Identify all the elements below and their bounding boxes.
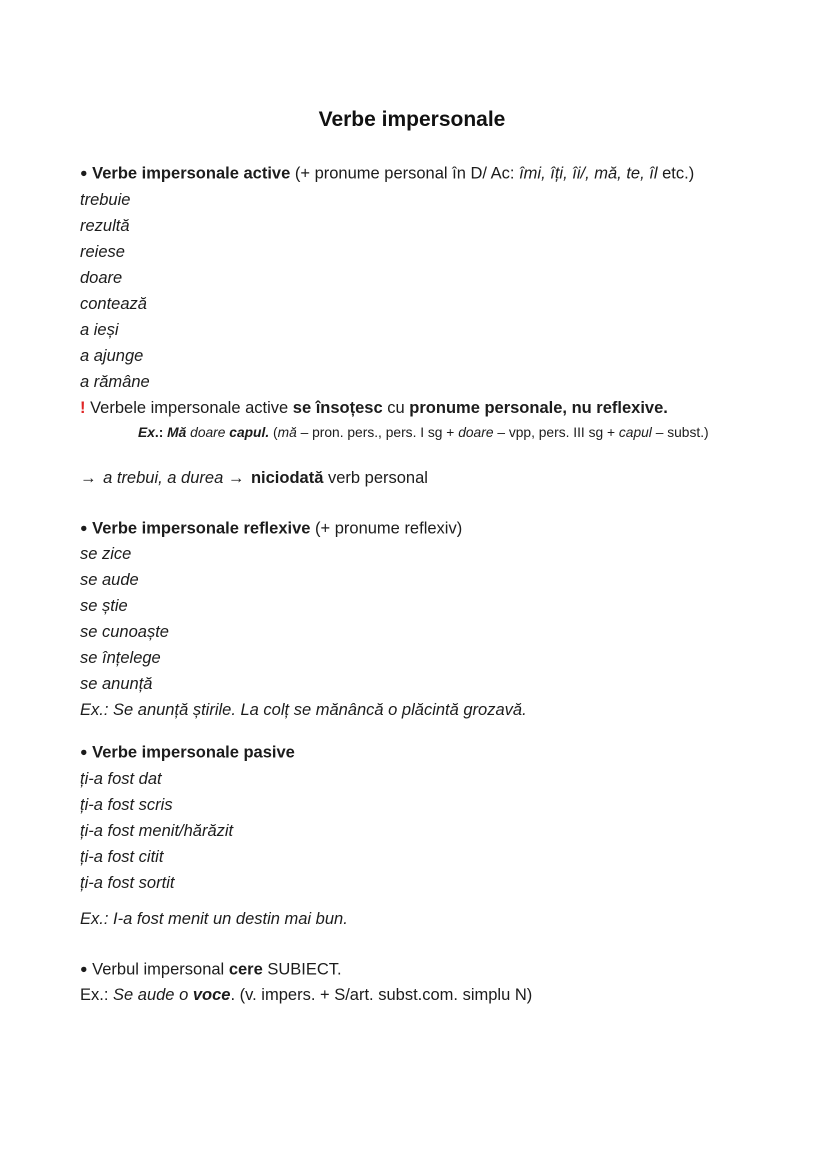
text-segment: ți-a fost scris <box>80 795 173 814</box>
example-line <box>80 422 744 443</box>
text-segment: Se aude o <box>113 986 193 1004</box>
example-line <box>80 697 744 723</box>
text-segment: reiese <box>80 242 125 261</box>
text-segment: Ex.: <box>80 986 114 1004</box>
verb-list-item <box>80 343 744 369</box>
text-segment: verb personal <box>323 468 428 487</box>
text-segment: Verbele impersonale active <box>85 398 293 417</box>
verb-list-item <box>80 870 744 896</box>
text-segment: ( <box>269 424 278 440</box>
bullet-icon: ● <box>80 961 88 976</box>
bullet-icon: ● <box>80 520 88 535</box>
text-segment: . (v. impers. + S/art. subst.com. simplu N) <box>230 986 533 1004</box>
verb-list-item <box>80 187 744 213</box>
text-segment: ! <box>80 398 86 417</box>
text-segment: Verbe impersonale pasive <box>87 743 295 762</box>
text-segment: cere <box>228 960 263 978</box>
text-segment: voce <box>192 986 231 1004</box>
document-body <box>80 160 744 1008</box>
page-title: Verbe impersonale <box>318 108 506 131</box>
text-segment: Verbe impersonale active <box>87 164 291 183</box>
text-segment: se știe <box>80 597 128 615</box>
text-segment: .: <box>154 424 168 440</box>
text-segment: contează <box>80 294 147 313</box>
text-segment: – pron. pers., pers. I sg + <box>296 424 459 440</box>
text-segment: Ex.: I-a fost menit un destin mai bun. <box>80 909 348 928</box>
verb-list-item <box>80 369 744 395</box>
text-segment: doare <box>190 424 230 440</box>
text-segment: ți-a fost menit/hărăzit <box>80 821 234 840</box>
verb-list-item <box>80 541 744 567</box>
text-segment: – vpp, pers. III sg + <box>493 424 619 440</box>
verb-list-item <box>80 844 744 870</box>
text-segment: îmi, îți, îi/, mă, te, îl <box>519 164 658 183</box>
section-heading-reflexive <box>80 515 744 542</box>
text-segment: doare <box>80 268 123 287</box>
text-segment: (+ pronume personal în D/ Ac: <box>290 164 520 183</box>
text-segment: Ex <box>138 424 155 440</box>
bullet-icon: ● <box>80 745 88 759</box>
text-segment: a rămâne <box>80 372 150 391</box>
verb-list-item <box>80 265 744 291</box>
text-segment: ți-a fost citit <box>80 847 164 866</box>
section-heading-active <box>80 160 744 187</box>
verb-list-item <box>80 645 744 671</box>
text-segment: se cunoaște <box>80 623 169 641</box>
verb-list-item <box>80 766 744 792</box>
verb-list-item <box>80 567 744 593</box>
example-line <box>80 982 744 1008</box>
text-segment: Verbe impersonale reflexive <box>87 519 311 537</box>
section-heading-cere <box>80 956 744 983</box>
verb-list-item <box>80 593 744 619</box>
arrow-icon: → <box>227 468 251 487</box>
text-segment: etc.) <box>657 164 695 183</box>
note-line <box>80 465 744 491</box>
text-segment: a ajunge <box>80 346 144 365</box>
text-segment: a trebui, a durea <box>103 468 228 487</box>
text-segment: – subst.) <box>651 424 709 440</box>
text-segment: capul <box>618 424 652 440</box>
text-segment: Mă <box>167 424 191 440</box>
section-heading-pasive <box>80 739 744 766</box>
text-segment: SUBIECT. <box>262 960 342 978</box>
text-segment: se zice <box>80 545 132 563</box>
text-segment: doare <box>458 424 494 440</box>
text-segment: pronume personale, nu reflexive. <box>409 398 668 417</box>
text-segment: a ieși <box>80 320 119 339</box>
text-segment: Ex.: Se anunță știrile. La colț se mănâncă o plăcintă grozavă. <box>80 701 527 719</box>
text-segment: capul. <box>229 424 270 440</box>
text-segment: se anunță <box>80 675 153 693</box>
text-segment: mă <box>277 424 297 440</box>
text-segment: Verbul impersonal <box>87 960 229 978</box>
arrow-icon: → <box>80 468 104 487</box>
text-segment: trebuie <box>80 190 131 209</box>
example-line <box>80 906 744 932</box>
verb-list-item <box>80 818 744 844</box>
verb-list-item <box>80 792 744 818</box>
text-segment: rezultă <box>80 216 130 235</box>
verb-list-item <box>80 671 744 697</box>
text-segment: niciodată <box>250 468 324 487</box>
text-segment: (+ pronume reflexiv) <box>310 519 463 537</box>
verb-list-item <box>80 239 744 265</box>
text-segment: cu <box>382 398 410 417</box>
verb-list-item <box>80 619 744 645</box>
warning-line <box>80 395 744 421</box>
text-segment: se înțelege <box>80 649 161 667</box>
text-segment: ți-a fost sortit <box>80 873 175 892</box>
bullet-icon: ● <box>80 166 88 180</box>
text-segment: se aude <box>80 571 139 589</box>
text-segment: se însoțesc <box>292 398 383 417</box>
text-segment: ți-a fost dat <box>80 769 162 788</box>
verb-list-item <box>80 291 744 317</box>
verb-list-item <box>80 213 744 239</box>
verb-list-item <box>80 317 744 343</box>
